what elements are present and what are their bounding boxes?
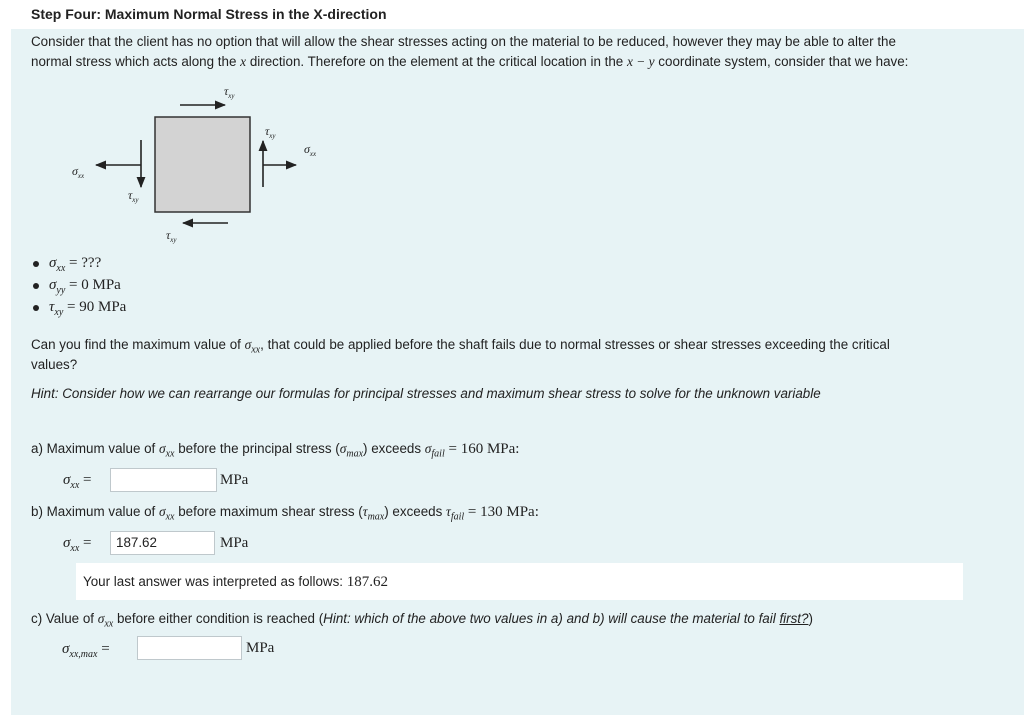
part-a-unit: MPa: [220, 472, 249, 488]
first-link[interactable]: first?: [779, 611, 809, 626]
part-a-answer-input[interactable]: [110, 468, 217, 492]
tau-left-label: $\tau_{xy}$: [128, 188, 139, 204]
given-values-list: [33, 252, 126, 318]
given-tau-xy: $\tau_{xy} = 90$ MPa: [33, 296, 126, 318]
part-c-prompt: c) Value of $\sigma_{xx}$ before either condition is reached (Hint: which of the above two values in a) and b) will cause the material to fail first?): [31, 611, 813, 630]
question-line-2: values?: [31, 357, 78, 372]
intro-line-2: normal stress which acts along the x direction. Therefore on the element at the critical location in the x − y coordinate system, consider that we have:: [31, 54, 909, 69]
sigma-right-label: $\sigma_{xx}$: [304, 142, 317, 158]
stress-element-box: [155, 117, 250, 212]
stress-element-diagram: [60, 75, 340, 255]
tau-bottom-label: $\tau_{xy}$: [166, 228, 177, 244]
question-hint: Hint: Consider how we can rearrange our formulas for principal stresses and maximum shear stress to solve for the unknown variable: [31, 386, 821, 401]
tau-right-label: $\tau_{xy}$: [265, 124, 276, 140]
tau-top-label: $\tau_{xy}$: [224, 84, 235, 100]
question-line-1: Can you find the maximum value of $\sigma_{xx}$, that could be applied before the shaft fails due to normal stresses or shear stresses exceeding the critical: [31, 337, 890, 356]
part-b-prompt: b) Maximum value of $\sigma_{xx}$ before maximum shear stress $(\tau_{max})$ exceeds $\tau_{fail} = 130$ MPa:: [31, 504, 539, 523]
part-a-prompt: a) Maximum value of $\sigma_{xx}$ before the principal stress $(\sigma_{max})$ exceeds $\sigma_{fail} = 160$ MPa:: [31, 441, 520, 460]
part-b-feedback: Your last answer was interpreted as follows: 187.62: [76, 563, 963, 600]
part-a-input-label: $\sigma_{xx}$ =: [63, 472, 92, 491]
part-c-unit: MPa: [246, 640, 275, 656]
part-b-answer-input[interactable]: 187.62: [110, 531, 215, 555]
intro-line-1: Consider that the client has no option that will allow the shear stresses acting on the material to be reduced, however they may be able to alter the: [31, 34, 896, 49]
given-sigma-yy: $\sigma_{yy} = 0$ MPa: [33, 274, 126, 296]
part-c-answer-input[interactable]: [137, 636, 242, 660]
page-title: Step Four: Maximum Normal Stress in the X-direction: [31, 6, 387, 22]
given-sigma-xx: $\sigma_{xx}$ = ???: [33, 252, 126, 274]
part-c-input-label: $\sigma_{xx,max}$ =: [62, 641, 110, 660]
part-b-unit: MPa: [220, 535, 249, 551]
part-b-input-label: $\sigma_{xx}$ =: [63, 535, 92, 554]
sigma-left-label: $\sigma_{xx}$: [72, 164, 85, 180]
